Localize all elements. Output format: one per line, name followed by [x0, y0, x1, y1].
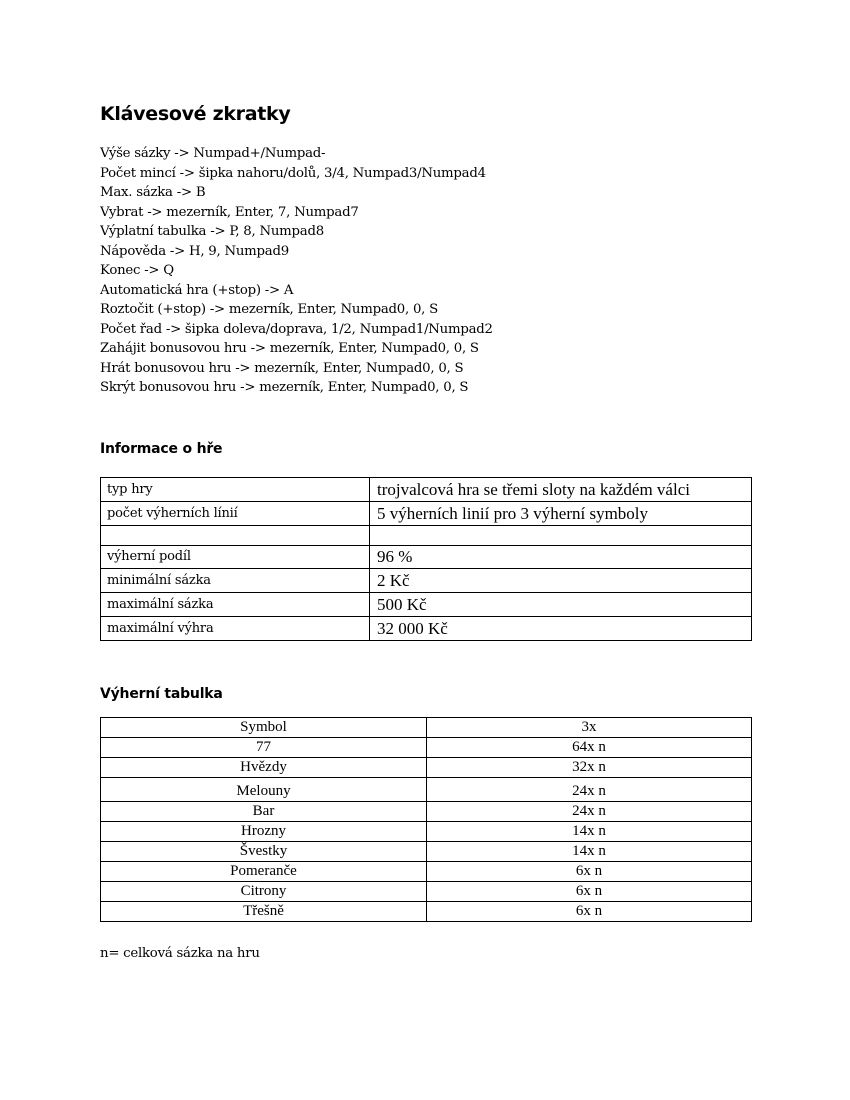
table-row — [101, 738, 752, 758]
info-value: 96 % — [370, 545, 752, 569]
table-row — [101, 758, 752, 778]
table-row — [101, 842, 752, 862]
symbol-cell: 77 — [101, 738, 427, 758]
info-value: 5 výherních linií pro 3 výherní symboly — [370, 501, 752, 525]
info-key: maximální výhra — [101, 616, 370, 640]
payout-cell: 6x n — [427, 882, 752, 902]
footnote: n= celková sázka na hru — [100, 946, 260, 961]
column-header-payout: 3x — [427, 718, 752, 738]
info-value: trojvalcová hra se třemi sloty na každém válci — [370, 478, 752, 502]
info-key — [101, 525, 370, 545]
game-info-table — [100, 477, 752, 641]
symbol-cell: Citrony — [101, 882, 427, 902]
table-row — [101, 569, 752, 593]
info-key: minimální sázka — [101, 569, 370, 593]
game-info-heading: Informace o hře — [100, 441, 223, 457]
table-row — [101, 501, 752, 525]
symbol-cell: Třešně — [101, 902, 427, 922]
shortcut-item: Hrát bonusovou hru -> mezerník, Enter, Numpad0, 0, S — [100, 360, 464, 376]
shortcut-item: Automatická hra (+stop) -> A — [100, 282, 294, 298]
symbol-cell: Melouny — [101, 778, 427, 802]
info-value: 2 Kč — [370, 569, 752, 593]
payout-cell: 6x n — [427, 862, 752, 882]
payout-cell: 64x n — [427, 738, 752, 758]
table-row — [101, 525, 752, 545]
table-row — [101, 593, 752, 617]
info-value: 500 Kč — [370, 593, 752, 617]
shortcut-item: Skrýt bonusovou hru -> mezerník, Enter, Numpad0, 0, S — [100, 380, 469, 395]
info-key: výherní podíl — [101, 545, 370, 569]
symbol-cell: Bar — [101, 802, 427, 822]
info-value: 32 000 Kč — [370, 616, 752, 640]
info-key: maximální sázka — [101, 593, 370, 617]
table-header-row — [101, 718, 752, 738]
table-row — [101, 822, 752, 842]
shortcuts-heading: Klávesové zkratky — [100, 103, 291, 125]
shortcut-item: Roztočit (+stop) -> mezerník, Enter, Numpad0, 0, S — [100, 302, 438, 317]
table-row — [101, 862, 752, 882]
payout-cell: 24x n — [427, 778, 752, 802]
payout-cell: 14x n — [427, 822, 752, 842]
symbol-cell: Hvězdy — [101, 758, 427, 778]
payout-cell: 32x n — [427, 758, 752, 778]
symbol-cell: Pomeranče — [101, 862, 427, 882]
table-row — [101, 545, 752, 569]
table-row — [101, 616, 752, 640]
table-row — [101, 902, 752, 922]
payout-cell: 6x n — [427, 902, 752, 922]
table-row — [101, 778, 752, 802]
shortcut-item: Počet mincí -> šipka nahoru/dolů, 3/4, Numpad3/Numpad4 — [100, 165, 486, 181]
shortcut-item: Max. sázka -> B — [100, 185, 206, 200]
symbol-cell: Hrozny — [101, 822, 427, 842]
info-value — [370, 525, 752, 545]
table-row — [101, 882, 752, 902]
shortcut-item: Konec -> Q — [100, 263, 174, 278]
table-row — [101, 478, 752, 502]
info-key: typ hry — [101, 478, 370, 502]
shortcut-item: Nápověda -> H, 9, Numpad9 — [100, 243, 289, 259]
shortcut-item: Počet řad -> šipka doleva/doprava, 1/2, Numpad1/Numpad2 — [100, 321, 493, 337]
info-key: počet výherních línií — [101, 501, 370, 525]
shortcut-item: Vybrat -> mezerník, Enter, 7, Numpad7 — [100, 204, 359, 220]
win-table-heading: Výherní tabulka — [100, 686, 223, 702]
column-header-symbol: Symbol — [101, 718, 427, 738]
payout-cell: 14x n — [427, 842, 752, 862]
shortcut-item: Výplatní tabulka -> P, 8, Numpad8 — [100, 224, 324, 239]
shortcut-item: Výše sázky -> Numpad+/Numpad- — [100, 146, 326, 161]
win-table — [100, 717, 752, 922]
symbol-cell: Švestky — [101, 842, 427, 862]
payout-cell: 24x n — [427, 802, 752, 822]
table-row — [101, 802, 752, 822]
shortcuts-list — [100, 144, 493, 398]
shortcut-item: Zahájit bonusovou hru -> mezerník, Enter, Numpad0, 0, S — [100, 341, 479, 356]
